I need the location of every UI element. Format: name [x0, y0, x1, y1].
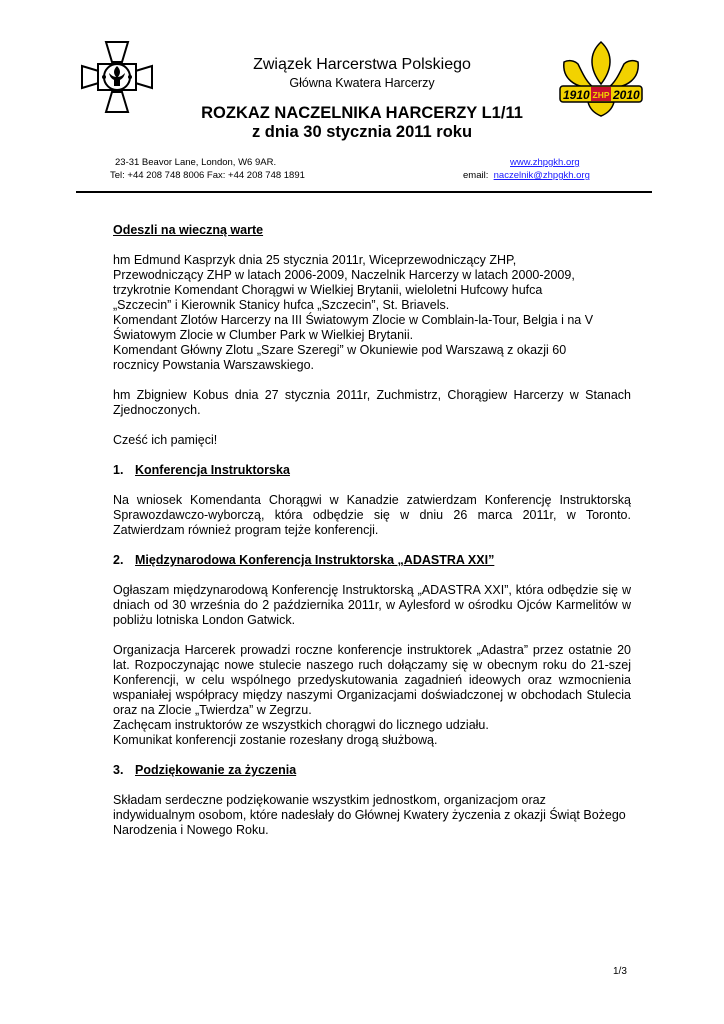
- section-3-text: Składam serdeczne podziękowanie wszystkim jednostkom, organizacjom oraz indywidualnym osobom, które nadesłały do Głównej Kwatery życzenia z okazji Świąt Bożego Narodzenia i Nowego Roku.: [113, 793, 626, 837]
- email-line: [463, 170, 590, 181]
- website-link-wrap: [510, 157, 580, 168]
- order-title-line1: ROZKAZ NACZELNIKA HARCERZY L1/11: [201, 104, 523, 122]
- org-name: Związek Harcerstwa Polskiego: [253, 56, 471, 73]
- section-2-p1: Ogłaszam międzynarodową Konferencję Instruktorską „ADASTRA XXI”, która odbędzie się w dniach od 30 września do 2 października 2011r, w Aylesford w ośrodku Ojców Karmelitów w pobliżu lotniska London Gatwick.: [113, 583, 631, 627]
- section-2-title: 2. Międzynarodowa Konferencja Instruktorska „ADASTRA XXI”: [113, 553, 495, 567]
- obituary-closing: Cześć ich pamięci!: [113, 433, 218, 447]
- header-divider: [76, 191, 652, 193]
- logo-year-right: 2010: [613, 88, 640, 102]
- phone-fax: Tel: +44 208 748 8006 Fax: +44 208 748 1891: [110, 170, 305, 181]
- email-label: email:: [463, 170, 489, 181]
- section-2-p3: Zachęcam instruktorów ze wszystkich chorągwi do licznego udziału.: [113, 718, 489, 732]
- order-title: [0, 104, 724, 142]
- logo-year-left: 1910: [563, 88, 590, 102]
- obituary-kasprzyk: hm Edmund Kasprzyk dnia 25 stycznia 2011r, Wiceprzewodniczący ZHP, Przewodniczący ZHP w latach 2006-2009, Naczelnik Harcerzy w latach 2000-2009, trzykrotnie Komendant Chorągwi w Wielkiej Brytanii, wieloletni Hufcowy hufca „Szczecin” i Kierownik Stanicy hufca „Szczecin”, St. Briavels. Komendant Zlotów Harcerzy na III Światowym Zlocie w Comblain-la-Tour, Belgia i na V Światowym Zlocie w Clumber Park w Wielkiej Brytanii. Komendant Główny Zlotu „Szare Szeregi” w Okuniewie pod Warszawą z okazji 60 rocznicy Powstania Warszawskiego.: [113, 253, 594, 372]
- section-3-title: 3. Podziękowanie za życzenia: [113, 763, 297, 777]
- section-2-p2: Organizacja Harcerek prowadzi roczne konferencje instruktorek „Adastra” przez ostatnie 20 lat. Rozpoczynając nowe stulecie naszego ruch dołączamy się w obecnym roku do 21-szej Konferencji, w celu wspólnego przedyskutowania zagadnień ideowych oraz wzmocnienia wspaniałej współpracy między naszymi Organizacjami doświadczonej w obchodach Stulecia oraz na Zlocie „Twierdza” w Zegrzu.: [113, 643, 631, 717]
- order-title-line2: z dnia 30 stycznia 2011 roku: [251, 123, 473, 141]
- org-subtitle: Główna Kwatera Harcerzy: [289, 76, 435, 90]
- email-link[interactable]: naczelnik@zhpgkh.org: [493, 170, 590, 181]
- obituary-kobus: hm Zbigniew Kobus dnia 27 stycznia 2011r, Zuchmistrz, Chorągiew Harcerzy w Stanach Zjednoczonych.: [113, 388, 631, 417]
- website-link[interactable]: www.zhpgkh.org: [510, 157, 580, 168]
- logo-zhp: ZHP: [592, 90, 610, 100]
- section-1-text: Na wniosek Komendanta Chorągwi w Kanadzie zatwierdzam Konferencję Instruktorską Sprawozdawczo-wyborczą, która odbędzie się w dniu 26 marca 2011r, w Toronto. Zatwierdzam również program tejże konferencji.: [113, 493, 631, 537]
- page-number: 1/3: [613, 966, 627, 977]
- address: 23-31 Beavor Lane, London, W6 9AR.: [115, 157, 277, 168]
- obituary-title: Odeszli na wieczną warte: [113, 223, 264, 237]
- document-body: [113, 223, 631, 838]
- section-2-p4: Komunikat konferencji zostanie rozesłany drogą służbową.: [113, 733, 438, 747]
- section-1-title: 1. Konferencja Instruktorska: [113, 463, 290, 477]
